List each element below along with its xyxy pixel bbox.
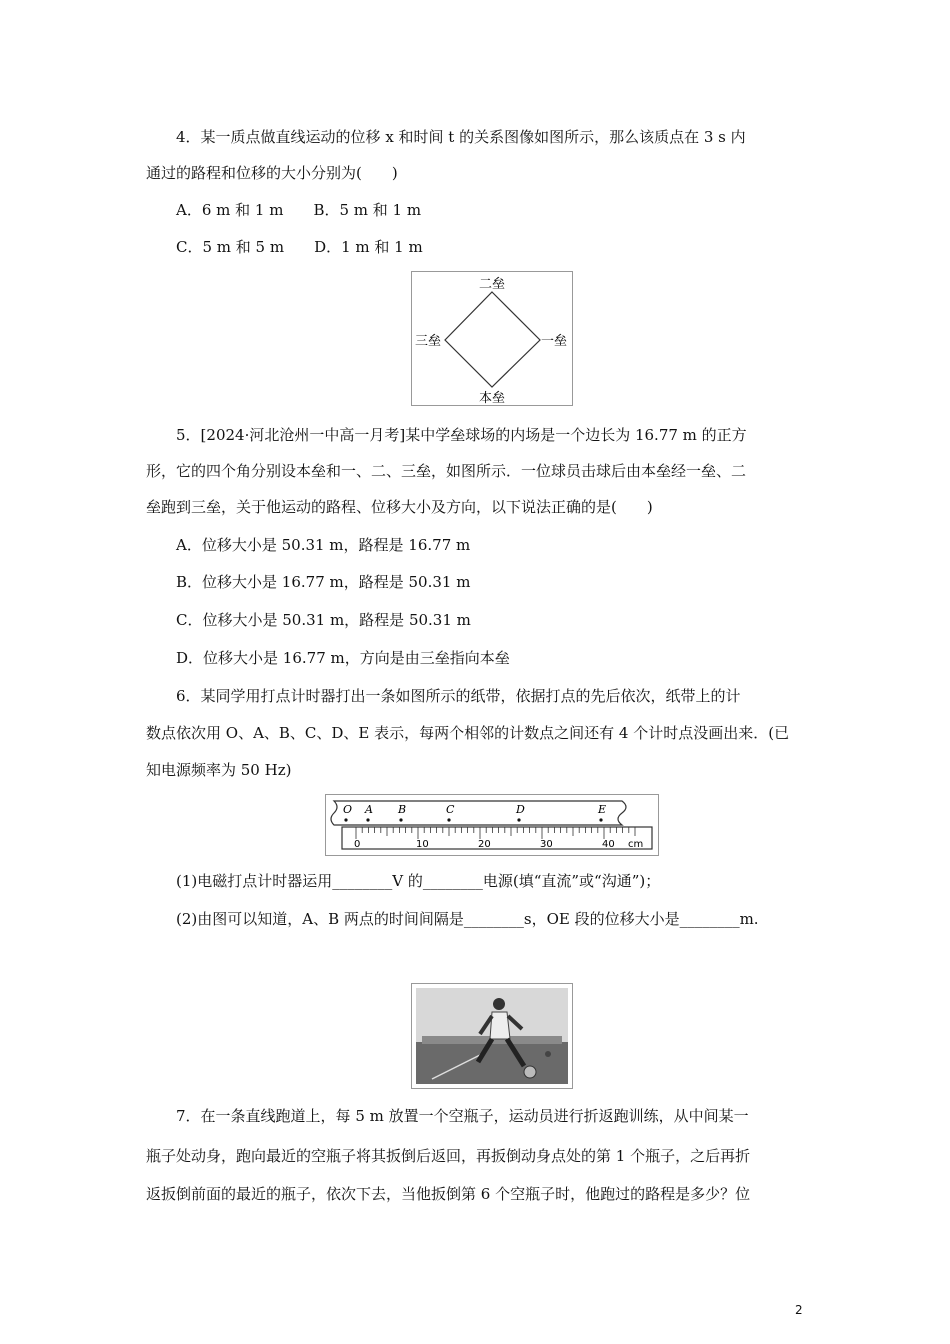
tape-dot	[447, 818, 450, 821]
tape-dot	[399, 818, 402, 821]
tape-strip	[331, 801, 626, 825]
tape-dot	[517, 818, 520, 821]
page-number: 2	[795, 1303, 803, 1317]
q4-line1: 4．某一质点做直线运动的位移 x 和时间 t 的关系图像如图所示，那么该质点在 3 s 内	[176, 128, 746, 146]
base-third-label: 三垒	[415, 334, 442, 349]
ruler-label: 40	[602, 839, 615, 850]
q5-option-b: B．位移大小是 16.77 m，路程是 50.31 m	[176, 573, 471, 591]
q5-option-d: D．位移大小是 16.77 m，方向是由三垒指向本垒	[176, 649, 510, 667]
runner-photo	[411, 983, 573, 1089]
photo-field	[416, 1042, 568, 1084]
diamond-shape	[445, 292, 540, 387]
tape-point-label: A	[365, 803, 373, 816]
q6-subquestion-1: (1)电磁打点计时器运用________V 的________电源(填“直流”或“沟通”)；	[176, 872, 661, 890]
diamond-svg	[412, 272, 572, 405]
q6-line1: 6．某同学用打点计时器打出一条如图所示的纸带，依据打点的先后依次，纸带上的计	[176, 687, 741, 705]
baseball-diamond-figure	[411, 271, 573, 406]
tape-dot	[344, 818, 347, 821]
q5-option-a: A．位移大小是 50.31 m，路程是 16.77 m	[176, 536, 471, 554]
paper-tape-svg	[326, 795, 658, 855]
runner-photo-svg	[412, 984, 572, 1088]
tape-dot	[366, 818, 369, 821]
tape-point-label: B	[398, 803, 407, 816]
q7-line1: 7．在一条直线跑道上，每 5 m 放置一个空瓶子，运动员进行折返跑训练，从中间某一	[176, 1107, 749, 1125]
q4-options-ab: A．6 m 和 1 m B．5 m 和 1 m	[176, 201, 422, 219]
tape-point-label: E	[598, 803, 607, 816]
q5-option-c: C．位移大小是 50.31 m，路程是 50.31 m	[176, 611, 471, 629]
ruler-label: 10	[416, 839, 429, 850]
q6-line3: 知电源频率为 50 Hz)	[146, 761, 292, 779]
q7-line2: 瓶子处动身，跑向最近的空瓶子将其扳倒后返回，再扳倒动身点处的第 1 个瓶子，之后再折	[146, 1147, 751, 1165]
tape-dot	[599, 818, 602, 821]
ruler-unit-label: cm	[628, 839, 644, 850]
base-first-label: 一垒	[541, 334, 568, 349]
q4-options-cd: C．5 m 和 5 m D．1 m 和 1 m	[176, 238, 423, 256]
base-second-label: 二垒	[478, 277, 506, 292]
q5-line3: 垒跑到三垒，关于他运动的路程、位移大小及方向，以下说法正确的是( )	[146, 498, 653, 516]
runner-head	[493, 998, 505, 1010]
ruler-label: 30	[540, 839, 553, 850]
runner-shirt	[490, 1012, 510, 1039]
q7-line3: 返扳倒前面的最近的瓶子，依次下去，当他扳倒第 6 个空瓶子时，他跑过的路程是多少？位	[146, 1185, 751, 1203]
q6-subquestion-2: (2)由图可以知道，A、B 两点的时间间隔是________s，OE 段的位移大小是________m.	[176, 910, 759, 928]
q5-line2: 形，它的四个角分别设本垒和一、二、三垒，如图所示．一位球员击球后由本垒经一垒、二	[146, 462, 747, 480]
q5-line1: 5．[2024·河北沧州一中高一月考]某中学垒球场的内场是一个边长为 16.77 m 的正方	[176, 426, 747, 444]
distant-person	[545, 1051, 551, 1057]
q6-line2: 数点依次用 O、A、B、C、D、E 表示，每两个相邻的计数点之间还有 4 个计时点没画出来．(已	[146, 724, 790, 742]
ruler-label: 0	[354, 839, 361, 850]
tape-point-label: C	[446, 803, 455, 816]
tape-point-label: O	[343, 803, 353, 816]
paper-tape-figure	[325, 794, 659, 856]
home-base-label: 本垒	[478, 391, 506, 405]
tape-point-label: D	[516, 803, 525, 816]
bottle	[524, 1066, 536, 1078]
ruler-label: 20	[478, 839, 491, 850]
q4-line2: 通过的路程和位移的大小分别为( )	[146, 164, 398, 182]
